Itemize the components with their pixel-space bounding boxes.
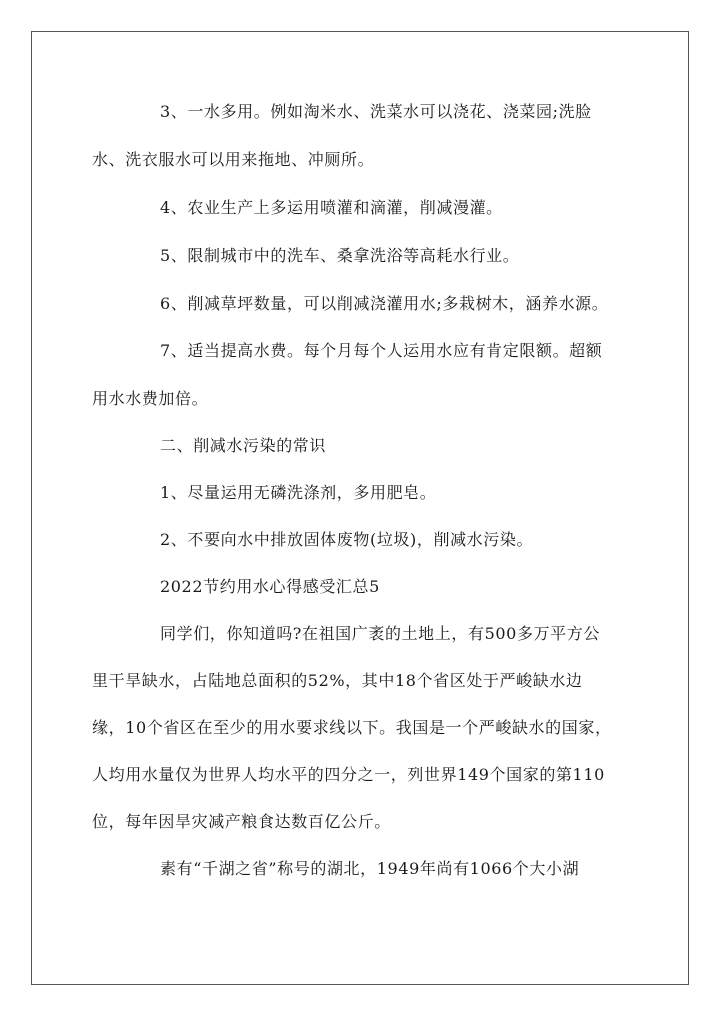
section-heading: 二、削减水污染的常识 xyxy=(160,436,327,455)
paragraph-line: 素有“千湖之省”称号的湖北，1949年尚有1066个大小湖 xyxy=(160,859,580,878)
list-item-7: 7、适当提高水费。每个月每个人运用水应有肯定限额。超额 xyxy=(160,341,603,360)
list-item-3-continued: 水、洗衣服水可以用来拖地、冲厕所。 xyxy=(92,150,375,169)
paragraph-line: 缘，10个省区在至少的用水要求线以下。我国是一个严峻缺水的国家， xyxy=(92,718,612,737)
list-item-7-continued: 用水水费加倍。 xyxy=(92,389,209,408)
list-item-5: 5、限制城市中的洗车、桑拿洗浴等高耗水行业。 xyxy=(160,246,520,265)
paragraph-line: 里干旱缺水，占陆地总面积的52%，其中18个省区处于严峻缺水边 xyxy=(92,671,583,690)
paragraph-line: 同学们，你知道吗?在祖国广袤的土地上，有500多万平方公 xyxy=(160,624,600,643)
list-item-2: 2、不要向水中排放固体废物(垃圾)，削减水污染。 xyxy=(160,530,534,549)
article-title: 2022节约用水心得感受汇总5 xyxy=(160,577,380,596)
list-item-6: 6、削减草坪数量，可以削减浇灌用水;多栽树木，涵养水源。 xyxy=(160,294,609,313)
list-item-4: 4、农业生产上多运用喷灌和滴灌，削减漫灌。 xyxy=(160,198,503,217)
list-item-3: 3、一水多用。例如淘米水、洗菜水可以浇花、浇菜园;洗脸 xyxy=(160,102,592,121)
list-item-1: 1、尽量运用无磷洗涤剂，多用肥皂。 xyxy=(160,483,437,502)
paragraph-line: 人均用水量仅为世界人均水平的四分之一，列世界149个国家的第110 xyxy=(92,765,605,784)
page-border xyxy=(31,31,689,985)
paragraph-line: 位，每年因旱灾减产粮食达数百亿公斤。 xyxy=(92,812,391,831)
